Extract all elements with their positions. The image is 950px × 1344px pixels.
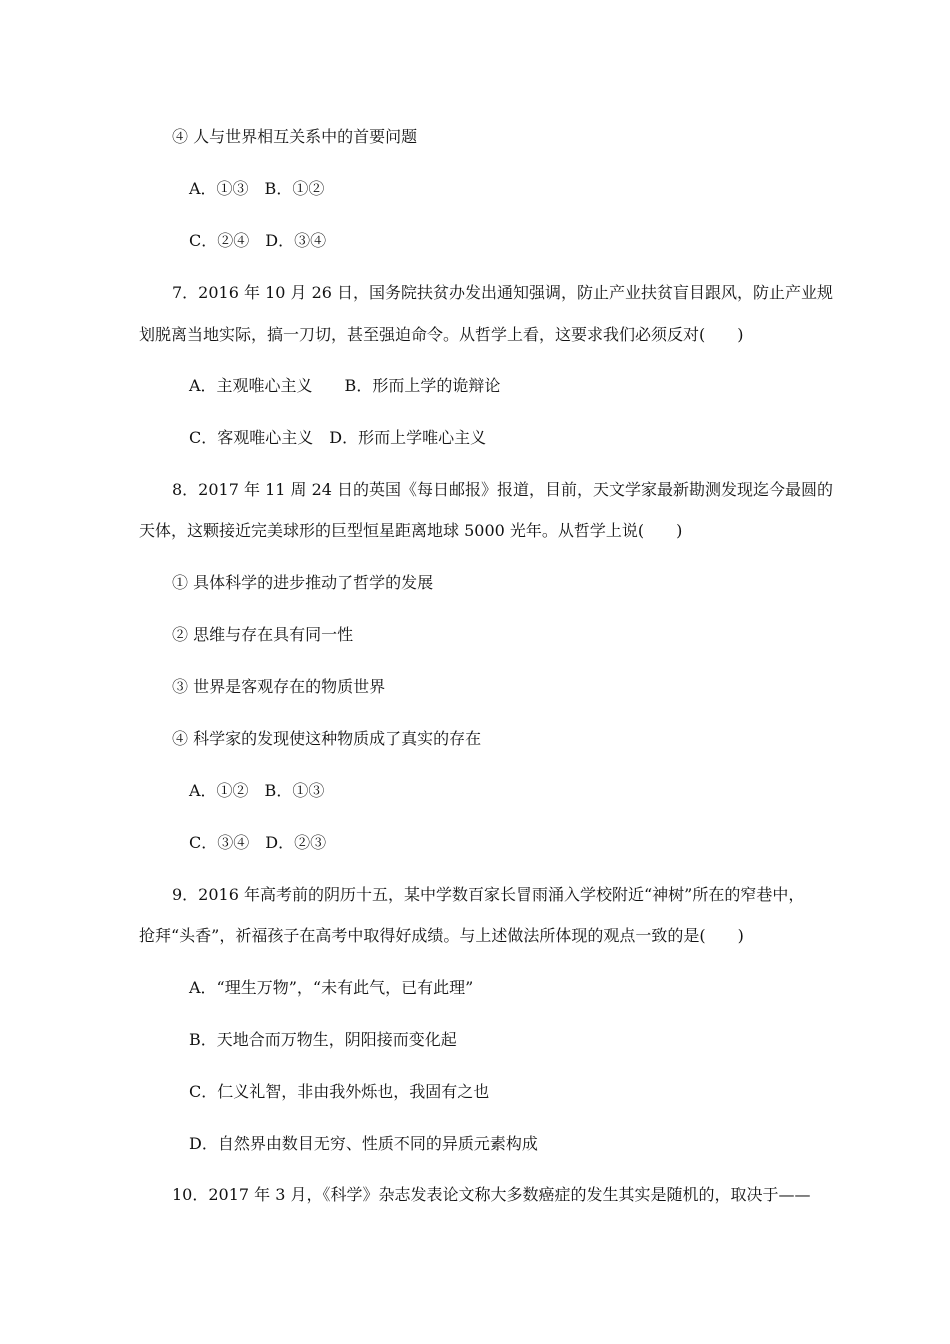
- q8-stem-line-2: 天体，这颗接近完美球形的巨型恒星距离地球 5000 光年。从哲学上说( ): [139, 521, 683, 540]
- q8-statement-4: ④ 科学家的发现使这种物质成了真实的存在: [172, 729, 482, 748]
- q9-option-d: D．自然界由数目无穷、性质不同的异质元素构成: [189, 1134, 538, 1153]
- q6-statement-4: ④ 人与世界相互关系中的首要问题: [172, 127, 418, 146]
- q8-stem-line-1: 8．2017 年 11 周 24 日的英国《每日邮报》报道，目前，天文学家最新勘测发现迄今最圆的: [172, 480, 834, 499]
- q7-options-cd: C．客观唯心主义 D．形而上学唯心主义: [189, 428, 487, 447]
- q6-options-ab: A．①③ B．①②: [189, 179, 325, 198]
- q7-stem-line-1: 7．2016 年 10 月 26 日，国务院扶贫办发出通知强调，防止产业扶贫盲目跟风，防止产业规: [172, 283, 834, 302]
- q7-stem-line-2: 划脱离当地实际，搞一刀切，甚至强迫命令。从哲学上看，这要求我们必须反对( ): [139, 325, 744, 344]
- q9-option-b: B．天地合而万物生，阴阳接而变化起: [189, 1030, 457, 1049]
- q10-stem-line-1: 10．2017 年 3 月，《科学》杂志发表论文称大多数癌症的发生其实是随机的，取决于——: [172, 1185, 811, 1204]
- q6-options-cd: C．②④ D．③④: [189, 231, 327, 250]
- q8-statement-3: ③ 世界是客观存在的物质世界: [172, 677, 386, 696]
- q8-options-cd: C．③④ D．②③: [189, 833, 327, 852]
- q8-statement-1: ① 具体科学的进步推动了哲学的发展: [172, 573, 434, 592]
- q8-statement-2: ② 思维与存在具有同一性: [172, 625, 354, 644]
- q9-option-c: C．仁义礼智，非由我外烁也，我固有之也: [189, 1082, 490, 1101]
- q9-option-a: A．“理生万物”，“未有此气，已有此理”: [189, 978, 474, 997]
- q7-options-ab: A．主观唯心主义 B．形而上学的诡辩论: [189, 376, 501, 395]
- q9-stem-line-2: 抢拜“头香”，祈福孩子在高考中取得好成绩。与上述做法所体现的观点一致的是( ): [139, 926, 744, 945]
- q9-stem-line-1: 9．2016 年高考前的阴历十五，某中学数百家长冒雨涌入学校附近“神树”所在的窄巷中，: [172, 885, 805, 904]
- q8-options-ab: A．①② B．①③: [189, 781, 325, 800]
